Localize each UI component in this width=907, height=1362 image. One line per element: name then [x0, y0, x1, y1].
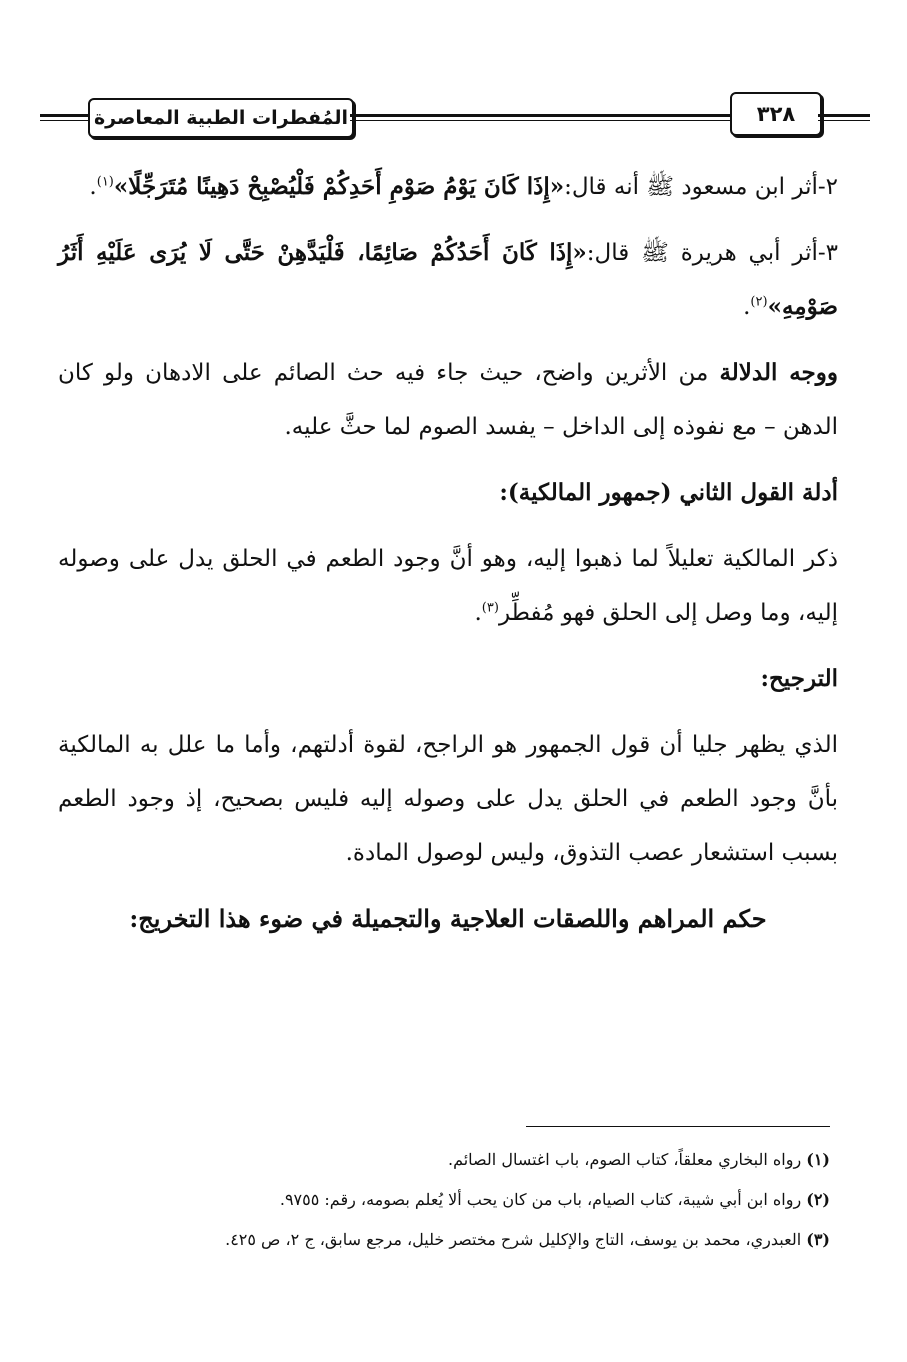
- paragraph-athar-ibn-masud: [58, 160, 838, 214]
- header-rule-right: [818, 114, 870, 121]
- paragraph-tarjih: الذي يظهر جليا أن قول الجمهور هو الراجح، لقوة أدلتهم، وأما ما علل به المالكية بأنَّ وجود الطعم في الحلق يدل على وصوله إليه فليس بصحيح، إذ وجود الطعم بسبب استشعار عصب التذوق، وليس لوصول المادة.: [58, 732, 838, 866]
- section-heading-second-opinion: أدلة القول الثاني (جمهور المالكية):: [499, 479, 838, 506]
- paragraph-end: .: [743, 294, 751, 320]
- header-rule-middle: [350, 114, 730, 121]
- footnote-text: رواه ابن أبي شيبة، كتاب الصيام، باب من كان يحب ألا يُعلم بصومه، رقم: ٩٧٥٥.: [279, 1190, 807, 1209]
- footnote-number: (١): [806, 1150, 830, 1169]
- footnote-text: العبدري، محمد بن يوسف، التاج والإكليل شرح مختصر خليل، مرجع سابق، ج ٢، ص ٤٢٥.: [225, 1230, 807, 1249]
- footnote-1: [58, 1140, 830, 1180]
- paragraph-evidence: [58, 346, 838, 454]
- paragraph-maliki: [58, 532, 838, 640]
- footnotes: [58, 1140, 830, 1260]
- footnote-3: [58, 1220, 830, 1260]
- main-text: [58, 160, 838, 970]
- paragraph-athar-abu-hurayra: [58, 226, 838, 334]
- footnote-ref-3: (٣): [481, 600, 499, 616]
- hadith-quote: «إِذَا كَانَ أَحَدُكُمْ صَائِمًا، فَلْيَدَّهِنْ حَتَّى لَا يُرَى عَلَيْهِ أَثَرُ صَوْمِهِ»: [58, 239, 838, 320]
- evidence-label: ووجه الدلالة: [719, 359, 838, 386]
- footnote-text: رواه البخاري معلقاً، كتاب الصوم، باب اغتسال الصائم.: [447, 1150, 807, 1169]
- header-rule-left: [40, 114, 90, 121]
- maliki-text: ذكر المالكية تعليلاً لما ذهبوا إليه، وهو أنَّ وجود الطعم في الحلق يدل على وصوله إليه، وما وصل إلى الحلق فهو مُفطِّر: [58, 546, 838, 626]
- section-heading-tarjih: الترجيح:: [760, 665, 838, 692]
- footnote-separator: [526, 1126, 830, 1127]
- evidence-text: من الأثرين واضح، حيث جاء فيه حث الصائم على الادهان ولو كان الدهن – مع نفوذه إلى الداخل – يفسد الصوم لما حثَّ عليه.: [58, 360, 838, 440]
- footnote-ref-1: (١): [96, 174, 114, 190]
- paragraph-prefix: ٢-أثر ابن مسعود ﷺ أنه قال:: [564, 174, 838, 200]
- paragraph-end: .: [474, 600, 482, 626]
- page-number: ٣٢٨: [730, 92, 822, 136]
- footnote-number: (٣): [806, 1230, 830, 1249]
- footnote-ref-2: (٢): [750, 294, 768, 310]
- book-title: المُفطرات الطبية المعاصرة: [88, 98, 354, 138]
- footnote-number: (٢): [806, 1190, 830, 1209]
- hadith-quote: «إِذَا كَانَ يَوْمُ صَوْمِ أَحَدِكُمْ فَلْيُصْبِحْ دَهِينًا مُتَرَجِّلًا»: [113, 173, 565, 200]
- section-heading-ointments: حكم المراهم واللصقات العلاجية والتجميلة في ضوء هذا التخريج:: [129, 904, 767, 933]
- page-header: [40, 92, 867, 140]
- paragraph-prefix: ٣-أثر أبي هريرة ﷺ قال:: [586, 240, 838, 266]
- footnote-2: [58, 1180, 830, 1220]
- paragraph-end: .: [89, 174, 97, 200]
